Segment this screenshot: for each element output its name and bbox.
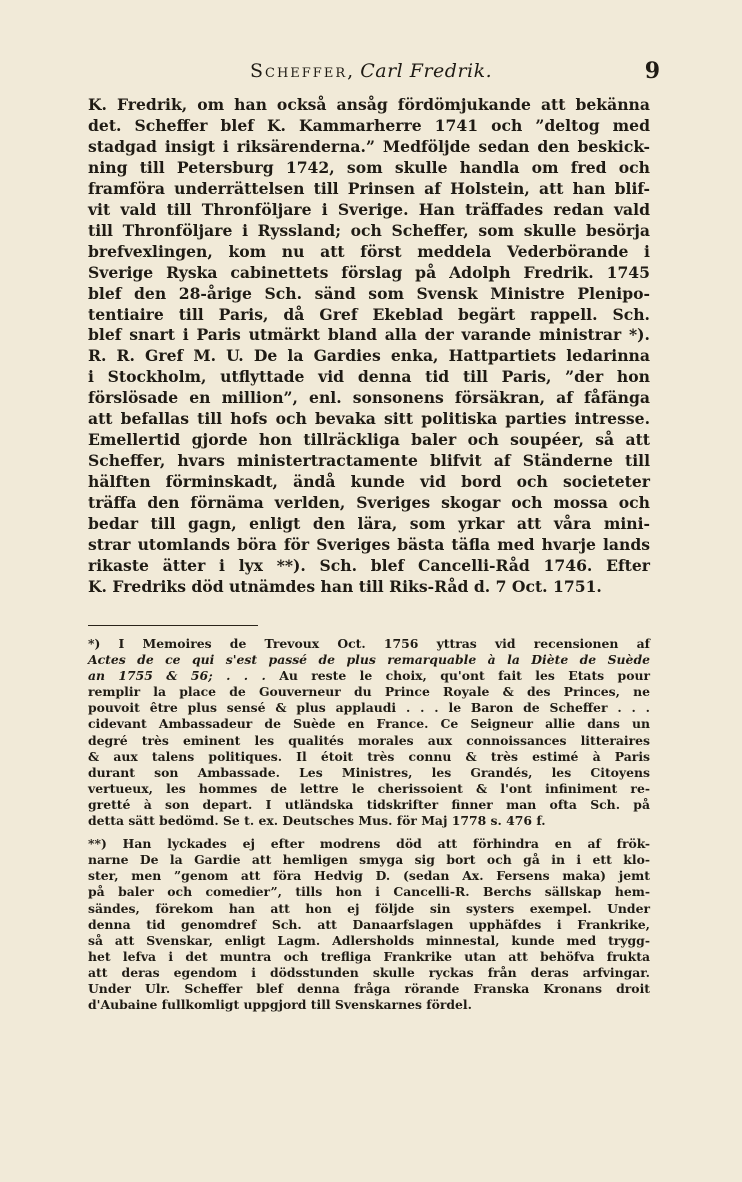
- footnote-line: durant son Ambassade. Les Ministres, les Grandés, les Citoyens: [88, 764, 650, 780]
- body-line: förslösade en million”, enl. sonsonens försäkran, af fåfänga: [88, 388, 650, 408]
- footnotes: [88, 636, 650, 1013]
- footnote-line: pouvoit être plus sensé & plus applaudi . . . le Baron de Scheffer . . .: [88, 700, 650, 716]
- footnote-line: sändes, förekom han att hon ej följde sin systers exempel. Under: [88, 900, 650, 916]
- body-line: att befallas till hofs och bevaka sitt politiska parties intresse.: [88, 409, 650, 429]
- footnote-line: het lefva i det muntra och trefliga Frankrike utan att behöfva frukta: [88, 948, 650, 964]
- page-number: 9: [644, 58, 660, 84]
- body-line: K. Fredriks död utnämdes han till Riks-Råd d. 7 Oct. 1751.: [88, 576, 602, 596]
- running-title-given-names: Carl Fredrik.: [360, 60, 493, 82]
- running-title: [250, 60, 492, 82]
- footnote-line: på baler och comedier”, tills hon i Cancelli-R. Berchs sällskap hem-: [88, 884, 650, 900]
- body-line: i Stockholm, utflyttade vid denna tid till Paris, ”der hon: [88, 367, 650, 387]
- body-line: vit vald till Thronföljare i Sverige. Han träffades redan vald: [88, 199, 650, 219]
- footnote-line: Under Ulr. Scheffer blef denna fråga rörande Franska Kronans droit: [88, 980, 650, 996]
- footnote-line: att deras egendom i dödsstunden skulle ryckas från deras arfvingar.: [88, 964, 650, 980]
- footnote-line: *) I Memoires de Trevoux Oct. 1756 yttras vid recensionen af: [88, 636, 650, 651]
- body-line: R. R. Gref M. U. De la Gardies enka, Hattpartiets ledarinna: [88, 346, 650, 366]
- body-line: blef den 28-årige Sch. sänd som Svensk Ministre Plenipo-: [88, 283, 650, 303]
- footnote-line: så att Svenskar, enligt Lagm. Adlersholds minnestal, kunde med trygg-: [88, 932, 650, 948]
- body-line: Sverige Ryska cabinettets förslag på Adolph Fredrik. 1745: [88, 262, 650, 282]
- main-text: [88, 95, 650, 598]
- footnote-gap: [88, 829, 650, 836]
- footnote-line: Actes de ce qui s'est passé de plus remarquable à la Diète de Suède: [88, 652, 650, 668]
- footnote-line: [88, 668, 650, 684]
- footnote-line: degré très eminent les qualités morales aux connoissances litteraires: [88, 732, 650, 748]
- footnote-1-continued: [88, 684, 650, 829]
- footnote-line: ster, men ”genom att föra Hedvig D. (sedan Ax. Fersens maka) jemt: [88, 868, 650, 884]
- body-line: strar utomlands böra för Sveriges bästa täfla med hvarje lands: [88, 535, 650, 555]
- body-line: träffa den förnäma verlden, Sveriges skogar och mossa och: [88, 493, 650, 513]
- body-line: hälften förminskadt, ändå kunde vid bord och societeter: [88, 472, 650, 492]
- footnote-text-fragment: Au reste le choix, qu'ont fait les Etats pour: [265, 668, 650, 684]
- footnote-line: detta sätt bedömd. Se t. ex. Deutsches Mus. för Maj 1778 s. 476 f.: [88, 813, 546, 829]
- footnote-separator: [88, 625, 258, 626]
- body-line: brefvexlingen, kom nu att först meddela Vederbörande i: [88, 241, 650, 261]
- body-line: blef snart i Paris utmärkt bland alla der varande ministrar *).: [88, 325, 650, 345]
- footnote-italic-fragment: an 1755 & 56; . . .: [88, 668, 266, 684]
- body-line: bedar till gagn, enligt den lära, som yrkar att våra mini-: [88, 514, 650, 534]
- footnote-line: **) Han lyckades ej efter modrens död att förhindra en af frök-: [88, 836, 650, 852]
- footnote-line: remplir la place de Gouverneur du Prince Royale & des Princes, ne: [88, 684, 650, 700]
- body-line: stadgad insigt i riksärenderna.” Medföljde sedan den beskick-: [88, 136, 650, 156]
- body-line: ning till Petersburg 1742, som skulle handla om fred och: [88, 157, 650, 177]
- running-header: [90, 58, 660, 88]
- footnote-line: cidevant Ambassadeur de Suède en France. Ce Seigneur allie dans un: [88, 716, 650, 732]
- body-line: K. Fredrik, om han också ansåg fördömjukande att bekänna: [88, 95, 650, 114]
- body-line: till Thronföljare i Ryssland; och Scheffer, som skulle besörja: [88, 220, 650, 240]
- running-title-separator: ,: [347, 60, 361, 82]
- running-title-surname: Scheffer: [250, 60, 348, 82]
- footnote-line: gretté à son depart. I utländska tidskrifter finner man ofta Sch. på: [88, 796, 650, 812]
- body-line: Scheffer, hvars ministertractamente blifvit af Ständerne till: [88, 451, 650, 471]
- body-line: Emellertid gjorde hon tillräckliga baler och soupéer, så att: [88, 430, 650, 450]
- footnote-line: narne De la Gardie att hemligen smyga sig bort och gå in i ett klo-: [88, 852, 650, 868]
- footnote-1: [88, 636, 650, 829]
- footnote-line: & aux talens politiques. Il étoit très connu & très estimé à Paris: [88, 748, 650, 764]
- body-line: framföra underrättelsen till Prinsen af Holstein, att han blif-: [88, 178, 650, 198]
- body-line: det. Scheffer blef K. Kammarherre 1741 och ”deltog med: [88, 115, 650, 135]
- footnote-line: vertueux, les hommes de lettre le cherissoient & l'ont infiniment re-: [88, 780, 650, 796]
- body-line: tentiaire till Paris, då Gref Ekeblad begärt rappell. Sch.: [88, 304, 650, 324]
- body-line: rikaste ätter i lyx **). Sch. blef Cancelli-Råd 1746. Efter: [88, 555, 650, 575]
- footnote-line: d'Aubaine fullkomligt uppgjord till Svenskarnes fördel.: [88, 997, 472, 1013]
- footnote-line: denna tid genomdref Sch. att Danaarfslagen upphäfdes i Frankrike,: [88, 916, 650, 932]
- footnote-2: [88, 836, 650, 1013]
